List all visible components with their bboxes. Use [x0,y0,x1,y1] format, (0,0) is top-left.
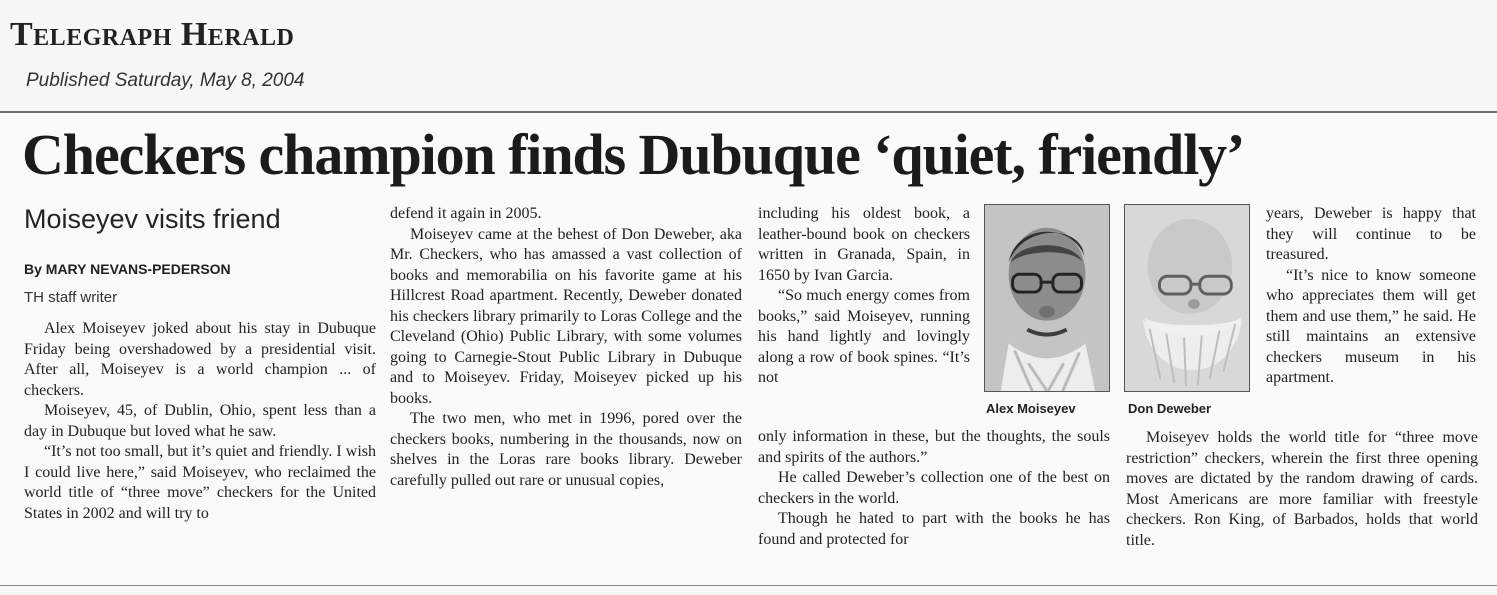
don-deweber-photo [1124,204,1250,392]
alex-moiseyev-photo [984,204,1110,392]
article-column-3-bottom [758,427,1110,579]
masthead [10,10,810,100]
paragraph: including his oldest book, a leather-bound book on checkers written in Granada, Spain, in 1650 by Ivan Garcia. [758,205,970,284]
article-column-2 [390,204,742,578]
article-column-3-top [758,204,970,430]
article-subhead: Moiseyev visits friend [24,204,281,234]
paragraph: “It’s nice to know someone who appreciates them will get them and use them,” he said. He still maintains an extensive checkers museum in his apartment. [1266,266,1476,386]
paragraph: “So much energy comes from books,” said Moiseyev, running his hand lightly and lovingly along a row of book spines. “It’s not [758,287,970,386]
paragraph: Moiseyev holds the world title for “three move restriction” checkers, wherein the first three opening moves are dictated by the random drawing of cards. Most Americans are more familiar with freestyle checkers. Ron King, of Barbados, holds that world title. [1126,429,1478,549]
photo-caption-alex-moiseyev: Alex Moiseyev [986,401,1076,416]
article-column-1 [24,319,376,581]
photo-caption-don-deweber: Don Deweber [1128,401,1212,416]
paragraph: The two men, who met in 1996, pored over the checkers books, numbering in the thousands, now on shelves in the Loras rare books library. Deweber carefully pulled out rare or unusual copies, [390,410,742,489]
paragraph: He called Deweber’s collection one of the best on checkers in the world. [758,469,1110,507]
article-byline: By MARY NEVANS-PEDERSON [24,261,231,277]
paper-name: Telegraph Herald [10,16,295,53]
article-column-4-top [1266,204,1476,431]
paragraph: years, Deweber is happy that they will continue to be treasured. [1266,205,1476,263]
paragraph: Alex Moiseyev joked about his stay in Dubuque Friday being overshadowed by a presidential visit. After all, Moiseyev is a world champion ... of checkers. [24,320,376,399]
article-staff-title: TH staff writer [24,289,118,306]
paragraph: Moiseyev, 45, of Dublin, Ohio, spent less than a day in Dubuque but loved what he saw. [24,402,376,440]
paragraph: only information in these, but the thoughts, the souls and spirits of the authors.” [758,428,1110,466]
article-column-4-bottom [1126,428,1478,578]
article-headline: Checkers champion finds Dubuque ‘quiet, friendly’ [22,122,1245,187]
paragraph: defend it again in 2005. [390,205,542,222]
paragraph: Moiseyev came at the behest of Don Deweber, aka Mr. Checkers, who has amassed a vast collection of books and memorabilia on his favorite game at his Hillcrest Road apartment. Recently, Deweber donated his checkers library primarily to Loras College and the Cleveland (Ohio) Public Library, with some volumes going to Carnegie-Stout Public Library in Dubuque and to Moiseyev. Friday, Moiseyev picked up his books. [390,225,742,407]
paragraph: “It’s not too small, but it’s quiet and friendly. I wish I could live here,” said Moiseyev, who reclaimed the world title of “three move” checkers for the United States in 2002 and will try to [24,443,376,522]
paragraph: Though he hated to part with the books he has found and protected for [758,510,1110,548]
publication-date: Published Saturday, May 8, 2004 [26,70,305,91]
